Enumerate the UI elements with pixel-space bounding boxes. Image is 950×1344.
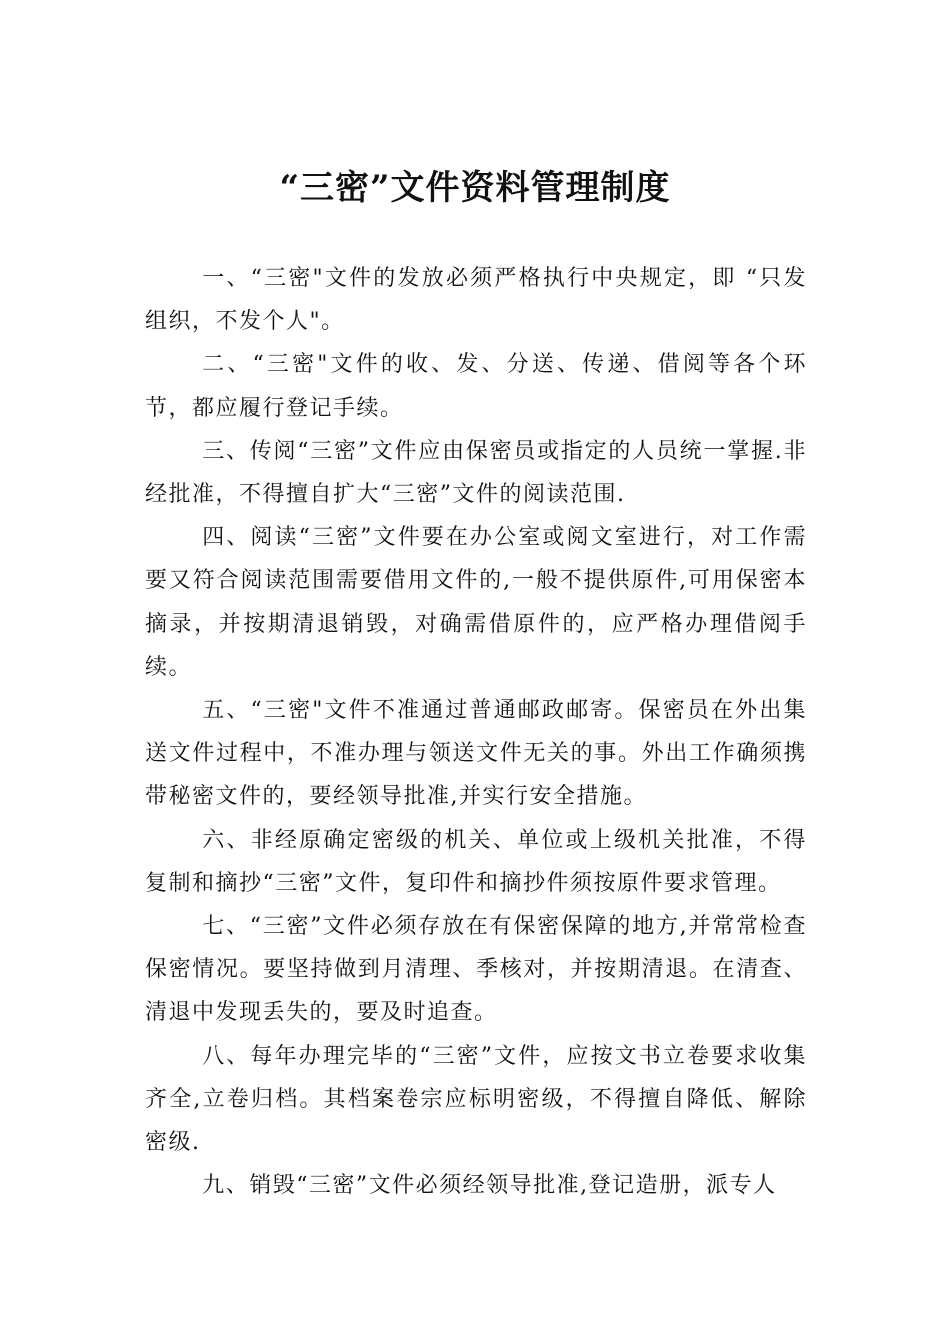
paragraph-5: 五、“三密"文件不准通过普通邮政邮寄。保密员在外出集送文件过程中，不准办理与领送文件无关的事。外出工作确须携带秘密文件的，要经领导批准,并实行安全措施。 bbox=[145, 698, 807, 810]
paragraph-4: 四、阅读“三密”文件要在办公室或阅文室进行，对工作需要又符合阅读范围需要借用文件的,一般不提供原件,可用保密本摘录，并按期清退销毁，对确需借原件的，应严格办理借阅手续。 bbox=[145, 525, 807, 680]
document-title: “三密”文件资料管理制度 bbox=[279, 168, 671, 208]
paragraph-3: 三、传阅“三密”文件应由保密员或指定的人员统一掌握.非经批准，不得擅自扩大“三密”文件的阅读范围. bbox=[145, 438, 807, 508]
paragraph-1: 一、“三密"文件的发放必须严格执行中央规定，即 “只发组织，不发个人"。 bbox=[145, 266, 807, 335]
paragraph-6: 六、非经原确定密级的机关、单位或上级机关批准，不得复制和摘抄“三密”文件，复印件和摘抄件须按原件要求管理。 bbox=[145, 827, 807, 896]
paragraph-9: 九、销毁“三密”文件必须经领导批准,登记造册，派专人 bbox=[202, 1173, 777, 1199]
paragraph-2: 二、“三密"文件的收、发、分送、传递、借阅等各个环节，都应履行登记手续。 bbox=[145, 352, 807, 421]
document-body bbox=[145, 257, 807, 1207]
paragraph-8: 八、每年办理完毕的“三密”文件，应按文书立卷要求收集齐全,立卷归档。其档案卷宗应标明密级，不得擅自降低、解除密级. bbox=[145, 1043, 807, 1156]
paragraph-7: 七、“三密”文件必须存放在有保密保障的地方,并常常检查保密情况。要坚持做到月清理、季核对，并按期清退。在清查、清退中发现丢失的，要及时追查。 bbox=[145, 914, 807, 1026]
